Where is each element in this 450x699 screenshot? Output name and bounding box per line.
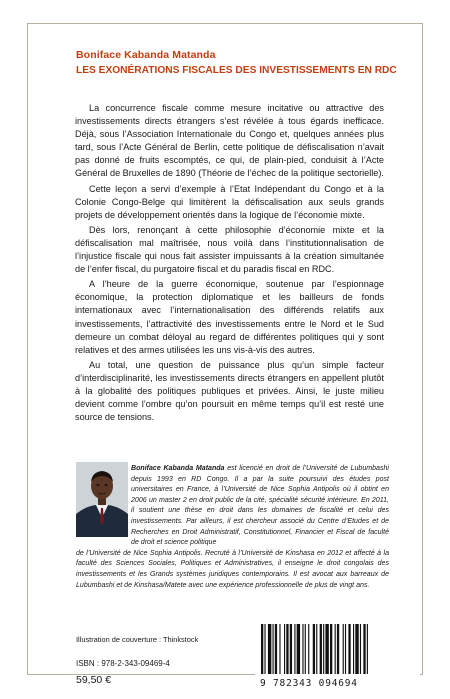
barcode-bar: [363, 624, 365, 674]
barcode-bar: [286, 624, 288, 674]
blurb-paragraph: A l’heure de la guerre économique, soutenue par l’espionnage économique, la protection diplomatique et les bailleurs de fonds internationaux avec l’internationalisation des différends relatifs aux investissements, l’attractivité des investissements entre le Nord et le Sud demeure un combat déloyal au regard de différentes politiques qui y sont relatives et des armes utilisées les uns vis-à-vis des autres.: [75, 279, 384, 355]
barcode-bar: [323, 624, 324, 674]
barcode-bar: [343, 624, 344, 674]
author-name: Boniface Kabanda Matanda: [76, 49, 216, 61]
barcode-bar: [261, 624, 263, 674]
barcode-bar: [367, 624, 368, 674]
barcode-bar: [320, 624, 322, 674]
barcode-bar: [279, 624, 280, 674]
barcode-bar: [355, 624, 358, 674]
barcode-bar: [345, 624, 346, 674]
barcode-bar: [348, 624, 350, 674]
barcode-bar: [284, 624, 285, 674]
author-photo: [76, 462, 128, 537]
barcode-bar: [335, 624, 336, 674]
author-bio: [76, 464, 389, 591]
barcode-digits: 9 782343 094694: [260, 678, 358, 689]
price: 59,50 €: [76, 674, 112, 686]
isbn: ISBN : 978-2-343-09469-4: [76, 659, 170, 668]
cover-credit: Illustration de couverture : Thinkstock: [76, 635, 199, 644]
barcode-bar: [360, 624, 361, 674]
barcode-bar: [316, 624, 317, 674]
barcode-bar: [337, 624, 339, 674]
barcode-bar: [330, 624, 332, 674]
barcode-bar: [264, 624, 265, 674]
barcode-bar: [302, 624, 303, 674]
barcode-bar: [325, 624, 328, 674]
barcode-bar: [273, 624, 274, 674]
blurb-paragraph: Dès lors, renonçant à cette philosophie d’économie mixte et la défiscalisation mal maîtrisée, nous voilà dans l’institutionnalisation de l’injustice fiscale qui nous fait assister impuissants à la création simultanée de l’enfer fiscal, du purgatoire fiscal et du paradis fiscal en RDC.: [75, 224, 384, 275]
bio-author-name: Boniface Kabanda Matanda: [131, 465, 225, 472]
bio-lead-text: est licencié en droit de l’Université de Lubumbashi depuis 1993 en RD Congo. Il a par la suite poursuivi des études post universitaires en France, à l’Université de Nice Sophia Antipolis où il obtint en 2006 un master 2 en droit public de la cité, spécialité sécurité intérieure. En 2011, il soutient une thèse en droit dans les domaines de fiscalité et celui des investissements. Par ailleurs, il est chercheur associé du Centre d’Etudes et de Recherches en Droit Administratif, Constitutionnel, Financier et Fiscal de faculté de droit et science politique: [131, 465, 389, 547]
barcode-bar: [297, 624, 300, 674]
barcode-bar: [308, 624, 309, 674]
barcode-bar: [353, 624, 354, 674]
blurb-paragraph: La concurrence fiscale comme mesure incitative ou attractive des investissements directs étrangers s’est révélée à tous égards inefficace. Déjà, sous l’Association Internationale du Congo et, quelques années plus tard, sous l’Acte Général de Berlin, cette politique de défiscalisation n’avait pas donné de fruits escomptés, ce qui, de plain-pied, conduisit à l’Acte Général de Bruxelles de 1890 (Théorie de l’échec de la politique sectorielle).: [75, 103, 384, 179]
barcode-bar: [305, 624, 306, 674]
barcode-bar: [268, 624, 271, 674]
blurb-paragraph: Au total, une question de puissance plus qu’un simple facteur d’interdisciplinarité, les investissements directs étrangers en appellent plutôt à la globalité des politiques publiques et privées. Ainsi, le juste milieu devient comme l’ombre qu’on poursuit en même temps qu’il est resté une source de tensions.: [75, 359, 384, 423]
barcode-bar: [275, 624, 277, 674]
barcode-bar: [294, 624, 295, 674]
book-title: LES EXONÉRATIONS FISCALES DES INVESTISSEMENTS EN RDC: [76, 65, 397, 76]
barcode-bar: [290, 624, 292, 674]
bio-rest-text: de l’Université de Nice Sophia Antipolis. Recruté à l’Université de Kinshasa en 2012 et affecté à la faculté des Sciences Sociales, Politiques et Administratives, il enseigne le droit congolais des investissements et les Grands systèmes juridiques contemporains. Il est avocat aux barreaux de Lubumbashi et de Kinshasa/Matete avec une expérience professionnelle de plus de vingt ans.: [76, 549, 389, 589]
blurb-paragraph: Cette leçon a servi d’exemple à l’Etat Indépendant du Congo et à la Colonie Congo-Belge qui limitèrent la défiscalisation aux seuls grands projets de développement orientés dans la logique de l’économie mixte.: [75, 183, 384, 220]
blurb: [75, 102, 384, 426]
barcode-bar: [313, 624, 315, 674]
